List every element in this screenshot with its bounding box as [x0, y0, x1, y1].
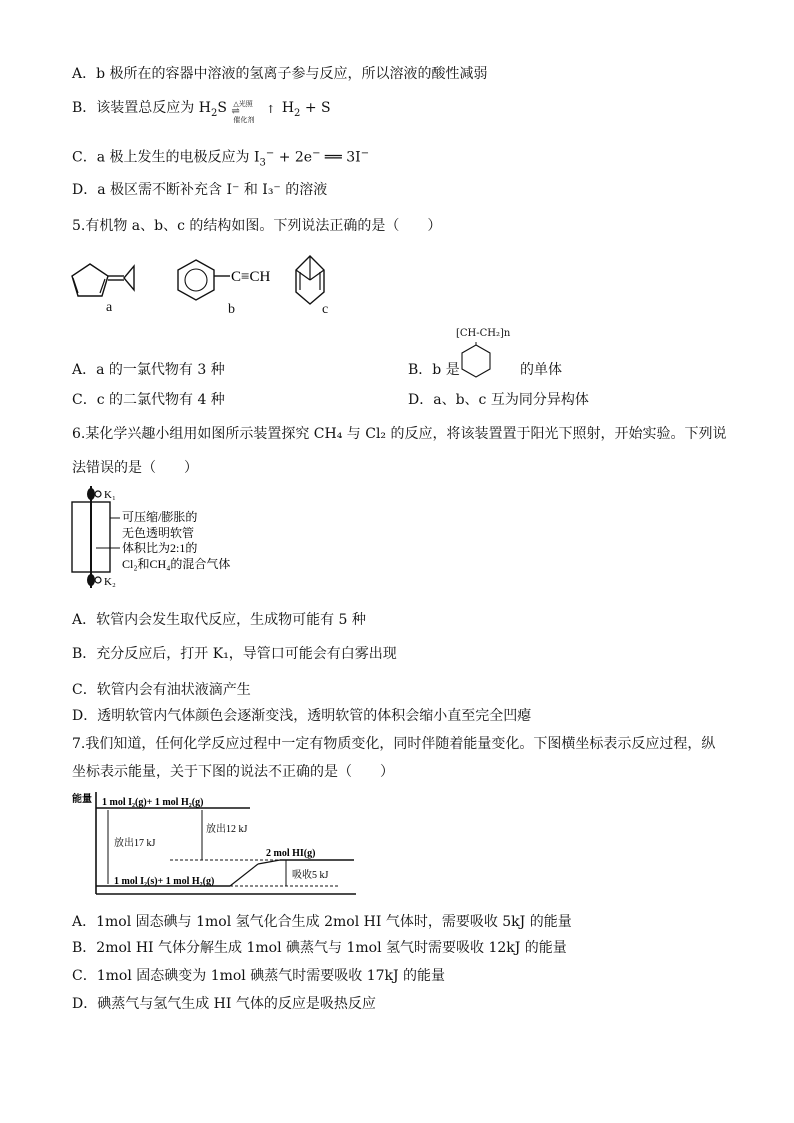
release-12-label: 放出12 kJ: [206, 824, 248, 835]
q7-option-d: D．碘蒸气与氢气生成 HI 气体的反应是吸热反应: [72, 996, 376, 1012]
gas-note-line2: Cl₂和CH₄的混合气体: [122, 557, 231, 571]
valve-k2-icon: [87, 574, 95, 586]
q4-b-end: + S: [300, 100, 331, 116]
q7-stem-line1: 7.我们知道，任何化学反应过程中一定有物质变化，同时伴随着能量变化。下图横坐标表示反应过程，纵: [72, 736, 716, 752]
level-top-label: 1 mol I₂(g)+ 1 mol H₂(g): [102, 797, 204, 808]
q4-option-b: B．该装置总反应为 $H_2S$ △光照 催化剂 ⇌ ↑ $H_2 + S$: [72, 98, 331, 124]
q4-b-condition-top: △光照: [233, 100, 253, 108]
q7-stem-line2: 坐标表示能量，关于下图的说法不正确的是（ ）: [72, 764, 394, 780]
q5-option-d: D．a、b、c 互为同分异构体: [408, 392, 589, 408]
polymer-benzene-icon: [458, 342, 494, 378]
q5-stem: 5.有机物 a、b、c 的结构如图。下列说法正确的是（ ）: [72, 218, 442, 234]
q4-c-mid: + 2e: [274, 149, 313, 166]
q4-c-text: C．a 极上发生的电极反应为 I: [72, 149, 260, 166]
q7-energy-diagram: [70, 788, 360, 900]
energy-axis-label: 能量: [72, 794, 92, 805]
q4-b-reaction-arrow: △光照 催化剂 ⇌ ↑: [231, 98, 277, 118]
q6-stem-line1: 6.某化学兴趣小组用如图所示装置探究 CH₄ 与 Cl₂ 的反应，将该装置置于阳光下照射，开始实验。下列说: [72, 426, 727, 442]
release-17-label: 放出17 kJ: [114, 838, 156, 849]
q6-option-a: A．软管内会发生取代反应，生成物可能有 5 种: [72, 612, 366, 628]
structure-a-icon: [72, 264, 134, 296]
q6-option-b: B．充分反应后，打开 K₁，导管口可能会有白雾出现: [72, 646, 397, 662]
q6-option-c: C．软管内会有油状液滴产生: [72, 682, 251, 698]
absorb-5-label: 吸收5 kJ: [292, 870, 329, 881]
q4-b-s: S: [217, 100, 227, 116]
q4-b-condition-bottom: 催化剂: [233, 116, 255, 124]
q7-option-b: B．2mol HI 气体分解生成 1mol 碘蒸气与 1mol 氢气时需要吸收 12kJ 的能量: [72, 940, 567, 956]
q4-option-a: A．b 极所在的容器中溶液的氢离子参与反应，所以溶液的酸性减弱: [72, 66, 488, 82]
q5-b-pre: B．b 是: [408, 362, 460, 378]
tube-note-line2: 无色透明软管: [122, 526, 195, 540]
level-bottom-label: 1 mol I₂(s)+ 1 mol H₂(g): [114, 876, 215, 887]
polymer-formula: [CH-CH₂]n: [456, 328, 511, 339]
tube-note-line1: 可压缩/膨胀的: [122, 510, 198, 524]
structure-b-label: b: [228, 302, 235, 317]
k1-label: K₁: [104, 489, 116, 501]
k2-label: K₂: [104, 576, 116, 588]
valve-k1-icon: [87, 488, 95, 500]
structure-b-group: C≡CH: [231, 269, 271, 285]
q6-stem-line2: 法错误的是（ ）: [72, 460, 198, 476]
q4-option-d: D．a 极区需不断补充含 I⁻ 和 I₃⁻ 的溶液: [72, 182, 328, 198]
q6-option-d: D．透明软管内气体颜色会逐渐变浅，透明软管的体积会缩小直至完全凹瘪: [72, 708, 532, 724]
structure-b-icon: [178, 260, 230, 300]
q7-option-a: A．1mol 固态碘与 1mol 氢气化合生成 2mol HI 气体时，需要吸收 5kJ 的能量: [72, 914, 572, 930]
q6-apparatus-figure: [68, 484, 288, 594]
structure-c-label: c: [322, 302, 329, 317]
q5-b-post: 的单体: [520, 362, 562, 378]
q5-option-c: C．c 的二氯代物有 4 种: [72, 392, 225, 408]
q4-b-prefix: B．该装置总反应为 H: [72, 100, 211, 116]
q7-option-c: C．1mol 固态碘变为 1mol 碘蒸气时需要吸收 17kJ 的能量: [72, 968, 446, 984]
level-mid-label: 2 mol HI(g): [266, 848, 316, 859]
q4-c-end: ══ 3I: [320, 149, 361, 166]
structure-c-icon: [296, 256, 324, 304]
q5-option-a: A．a 的一氯代物有 3 种: [72, 362, 225, 378]
q5-option-b: [408, 360, 460, 380]
q4-option-c: C．a 极上发生的电极反应为 $I_3^- + 2e^-$ ══ 3I−: [72, 148, 370, 169]
structure-a-label: a: [106, 300, 113, 315]
gas-note-line1: 体积比为2:1的: [122, 541, 198, 555]
q4-b-suffix: H: [277, 100, 295, 116]
